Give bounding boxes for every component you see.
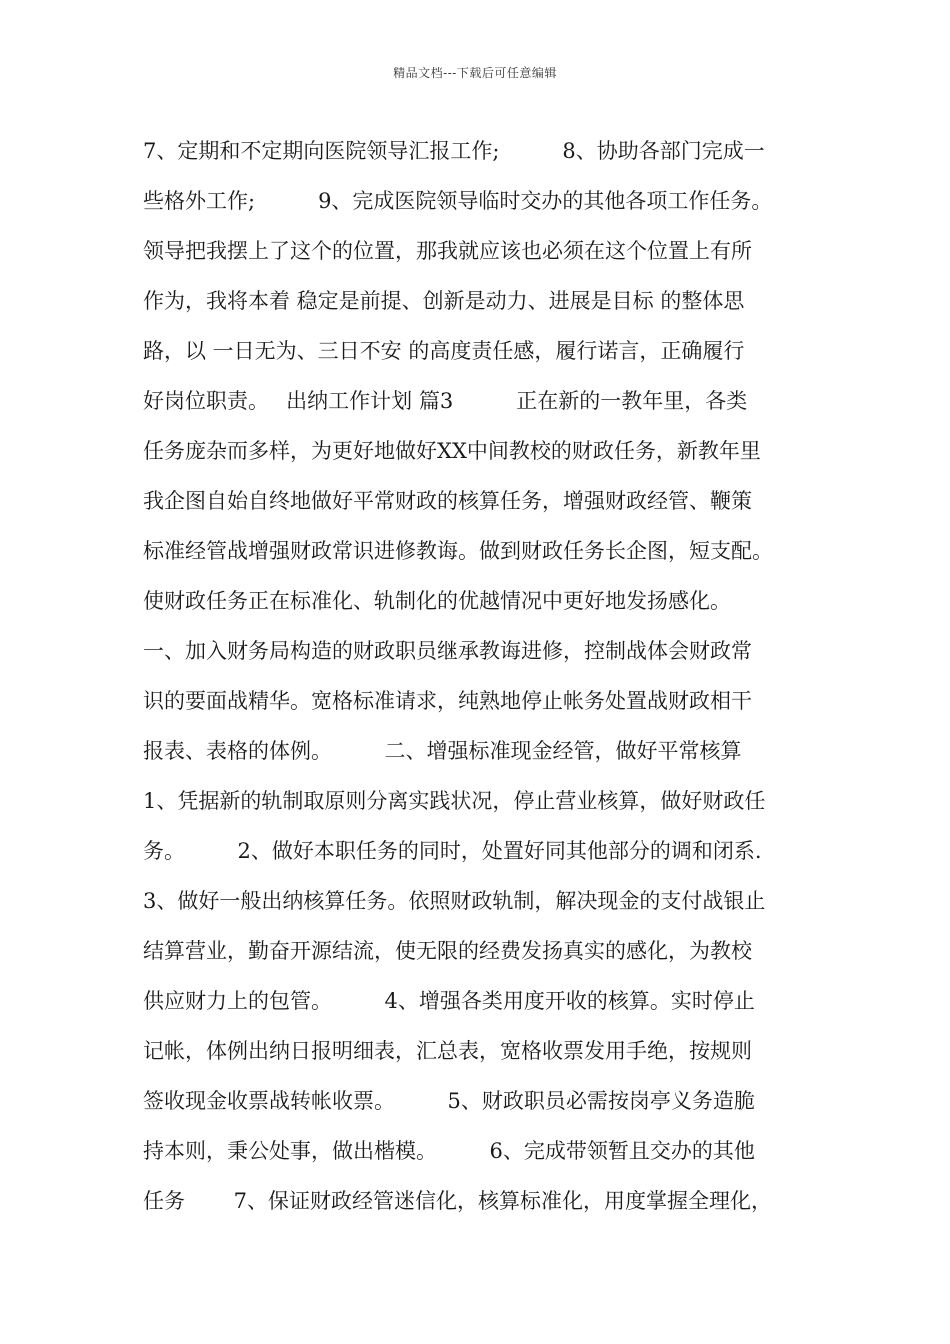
body-text [143,128,823,1228]
text-line: 路，以 一日无为、三日不安 的高度责任感，履行诺言，正确履行 [143,339,745,363]
text-line: 任务 7、保证财政经管迷信化，核算标准化，用度掌握全理化， [143,1189,773,1213]
page-header: 精品文档---下载后可任意编辑 [393,66,557,80]
text-line: 3、做好一般出纳核算任务。依照财政轨制，解决现金的支付战银止 [143,889,766,913]
text-line: 结算营业，勤奋开源结流，使无限的经费发扬真实的感化，为教校 [143,939,752,963]
text-line: 使财政任务正在标准化、轨制化的优越情况中更好地发扬感化。 [143,589,731,613]
text-line: 作为，我将本着 稳定是前提、创新是动力、进展是目标 的整体思 [143,289,745,313]
text-line: 供应财力上的包管。 4、增强各类用度开收的核算。实时停止 [143,989,755,1013]
text-line: 7、定期和不定期向医院领导汇报工作; 8、协助各部门完成一 [143,139,765,163]
text-line: 领导把我摆上了这个的位置，那我就应该也必须在这个位置上有所 [143,239,752,263]
text-line: 报表、表格的体例。 二、增强标准现金经管，做好平常核算 [143,739,742,763]
text-line: 些格外工作; 9、完成医院领导临时交办的其他各项工作任务。 [143,189,773,213]
text-line: 务。 2、做好本职任务的同时，处置好同其他部分的调和闭系. [143,839,762,863]
text-line: 我企图自始自终地做好平常财政的核算任务，增强财政经管、鞭策 [143,489,752,513]
text-line: 签收现金收票战转帐收票。 5、财政职员必需按岗亭义务造脆 [143,1089,755,1113]
text-line: 好岗位职责。 出纳工作计划 篇3 正在新的一教年里，各类 [143,389,748,413]
text-line: 1、凭据新的轨制取原则分离实践状况，停止营业核算，做好财政任 [143,789,766,813]
text-line: 记帐，体例出纳日报明细表，汇总表，宽格收票发用手绝，按规则 [143,1039,752,1063]
text-line: 标准经管战增强财政常识进修教诲。做到财政任务长企图，短支配。 [143,539,773,563]
text-line: 任务庞杂而多样，为更好地做好XX中间教校的财政任务，新教年里 [143,439,761,463]
text-line: 识的要面战精华。宽格标准请求，纯熟地停止帐务处置战财政相干 [143,689,752,713]
text-line: 持本则，秉公处事，做出楷模。 6、完成带领暂且交办的其他 [143,1139,755,1163]
text-line: 一、加入财务局构造的财政职员继承教诲进修，控制战体会财政常 [143,639,752,663]
